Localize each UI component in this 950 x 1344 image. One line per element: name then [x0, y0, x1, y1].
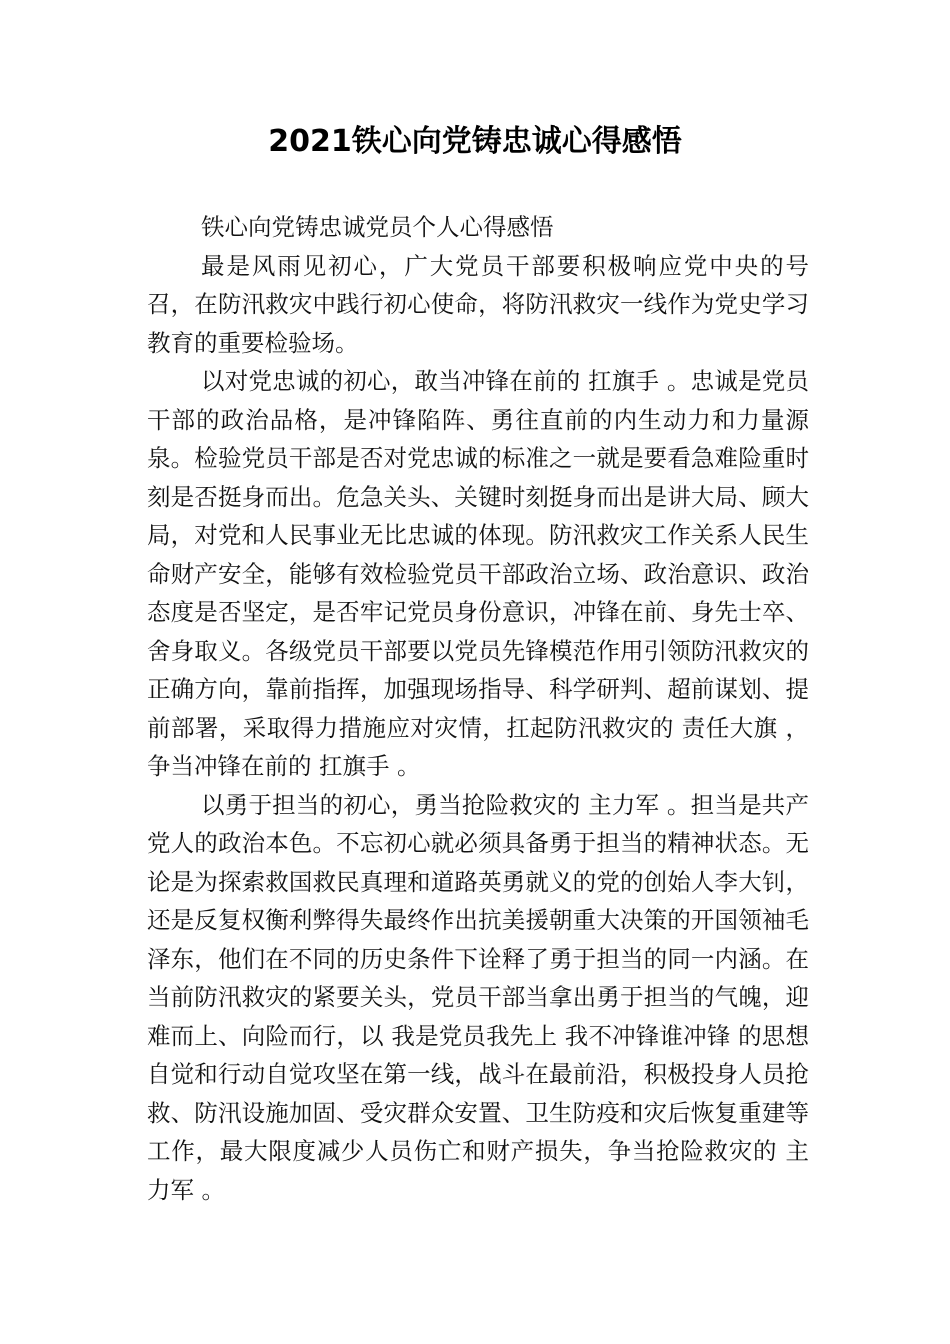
document-body: [147, 208, 809, 1209]
paragraph-intro: 最是风雨见初心，广大党员干部要积极响应党中央的号召，在防汛救灾中践行初心使命，将防汛救灾一线作为党史学习教育的重要检验场。: [147, 251, 809, 357]
document-title: 2021铁心向党铸忠诚心得感悟: [268, 124, 682, 159]
paragraph-responsibility: 以勇于担当的初心，勇当抢险救灾的 主力军 。担当是共产党人的政治本色。不忘初心就必须具备勇于担当的精神状态。无论是为探索救国救民真理和道路英勇就义的党的创始人李大钊，还是反复权衡利弊得失最终作出抗美援朝重大决策的开国领袖毛泽东，他们在不同的历史条件下诠释了勇于担当的同一内涵。在当前防汛救灾的紧要关头，党员干部当拿出勇于担当的气魄，迎难而上、向险而行，以 我是党员我先上 我不冲锋谁冲锋 的思想自觉和行动自觉攻坚在第一线，战斗在最前沿，积极投身人员抢救、防汛设施加固、受灾群众安置、卫生防疫和灾后恢复重建等工作，最大限度减少人员伤亡和财产损失，争当抢险救灾的 主力军 。: [147, 790, 809, 1204]
paragraph-loyalty: 以对党忠诚的初心，敢当冲锋在前的 扛旗手 。忠诚是党员干部的政治品格，是冲锋陷阵、勇往直前的内生动力和力量源泉。检验党员干部是否对党忠诚的标准之一就是要看急难险重时刻是否挺身而出。危急关头、关键时刻挺身而出是讲大局、顾大局，对党和人民事业无比忠诚的体现。防汛救灾工作关系人民生命财产安全，能够有效检验党员干部政治立场、政治意识、政治态度是否坚定，是否牢记党员身份意识，冲锋在前、身先士卒、舍身取义。各级党员干部要以党员先锋模范作用引领防汛救灾的正确方向，靠前指挥，加强现场指导、科学研判、超前谋划、提前部署，采取得力措施应对灾情，扛起防汛救灾的 责任大旗 ，争当冲锋在前的 扛旗手 。: [147, 367, 809, 780]
paragraph-subtitle: 铁心向党铸忠诚党员个人心得感悟: [201, 213, 554, 241]
